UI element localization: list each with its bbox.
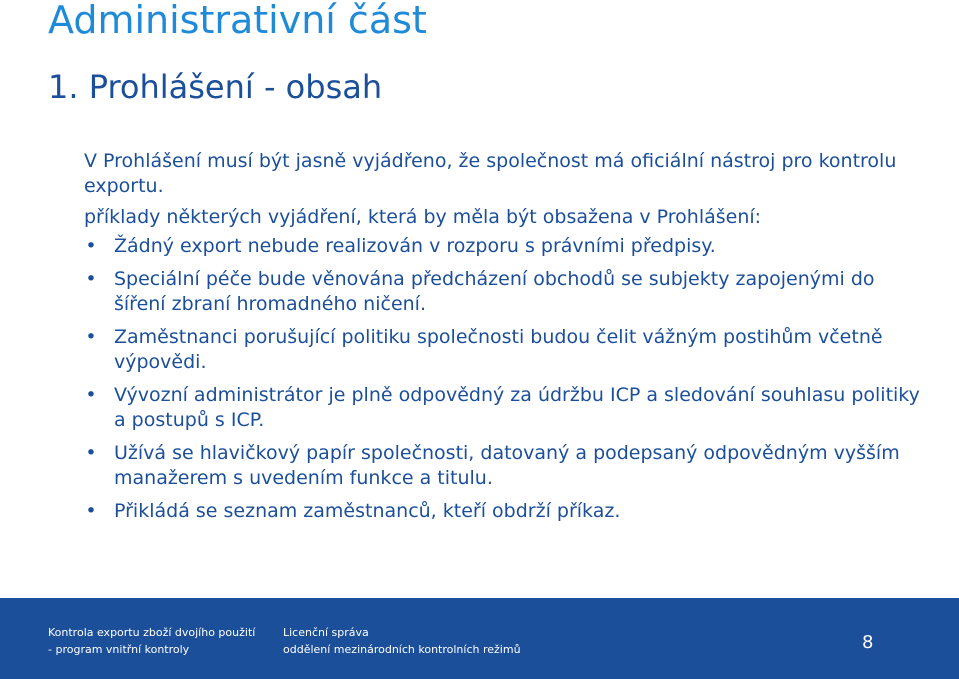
bullet-icon: • — [85, 384, 97, 406]
intro-paragraph: V Prohlášení musí být jasně vyjádřeno, že společnost má oficiální nástroj pro kontrolu exportu. — [84, 150, 897, 197]
list-item — [84, 383, 924, 433]
page-number: 8 — [862, 632, 874, 653]
list-item-text: Užívá se hlavičkový papír společnosti, datovaný a podepsaný odpovědným vyšším manažerem s uvedením funkce a titulu. — [114, 442, 900, 489]
slide-body — [84, 149, 924, 532]
bullet-icon: • — [85, 326, 97, 348]
footer-program — [48, 624, 255, 658]
footer-department-line2: oddělení mezinárodních kontrolních režimů — [283, 643, 521, 656]
list-item-text: Vývozní administrátor je plně odpovědný za údržbu ICP a sledování souhlasu politiky a postupů s ICP. — [114, 384, 920, 431]
list-item — [84, 234, 924, 259]
bullet-list — [84, 234, 924, 524]
footer-bar — [0, 598, 959, 679]
bullet-icon: • — [85, 235, 97, 257]
list-item — [84, 441, 924, 491]
bullet-icon: • — [85, 442, 97, 464]
list-item-text: Speciální péče bude věnována předcházení obchodů se subjekty zapojenými do šíření zbraní hromadného ničení. — [114, 268, 875, 315]
footer-department — [283, 624, 521, 658]
bullet-icon: • — [85, 500, 97, 522]
bullet-icon: • — [85, 268, 97, 290]
footer-program-line2: - program vnitřní kontroly — [48, 643, 190, 656]
slide-subtitle: 1. Prohlášení - obsah — [48, 68, 383, 106]
list-item-text: Přikládá se seznam zaměstnanců, kteří obdrží příkaz. — [114, 500, 621, 522]
list-item — [84, 267, 924, 317]
footer-department-line1: Licenční správa — [283, 626, 369, 639]
list-item-text: Žádný export nebude realizován v rozporu s právními předpisy. — [114, 235, 716, 257]
footer-program-line1: Kontrola exportu zboží dvojího použití — [48, 626, 256, 639]
slide-title: Administrativní část — [48, 0, 427, 42]
list-item — [84, 499, 924, 524]
examples-heading: příklady některých vyjádření, která by měla být obsažena v Prohlášení: — [84, 206, 762, 228]
list-item-text: Zaměstnanci porušující politiku společnosti budou čelit vážným postihům včetně výpovědi. — [114, 326, 883, 373]
list-item — [84, 325, 924, 375]
